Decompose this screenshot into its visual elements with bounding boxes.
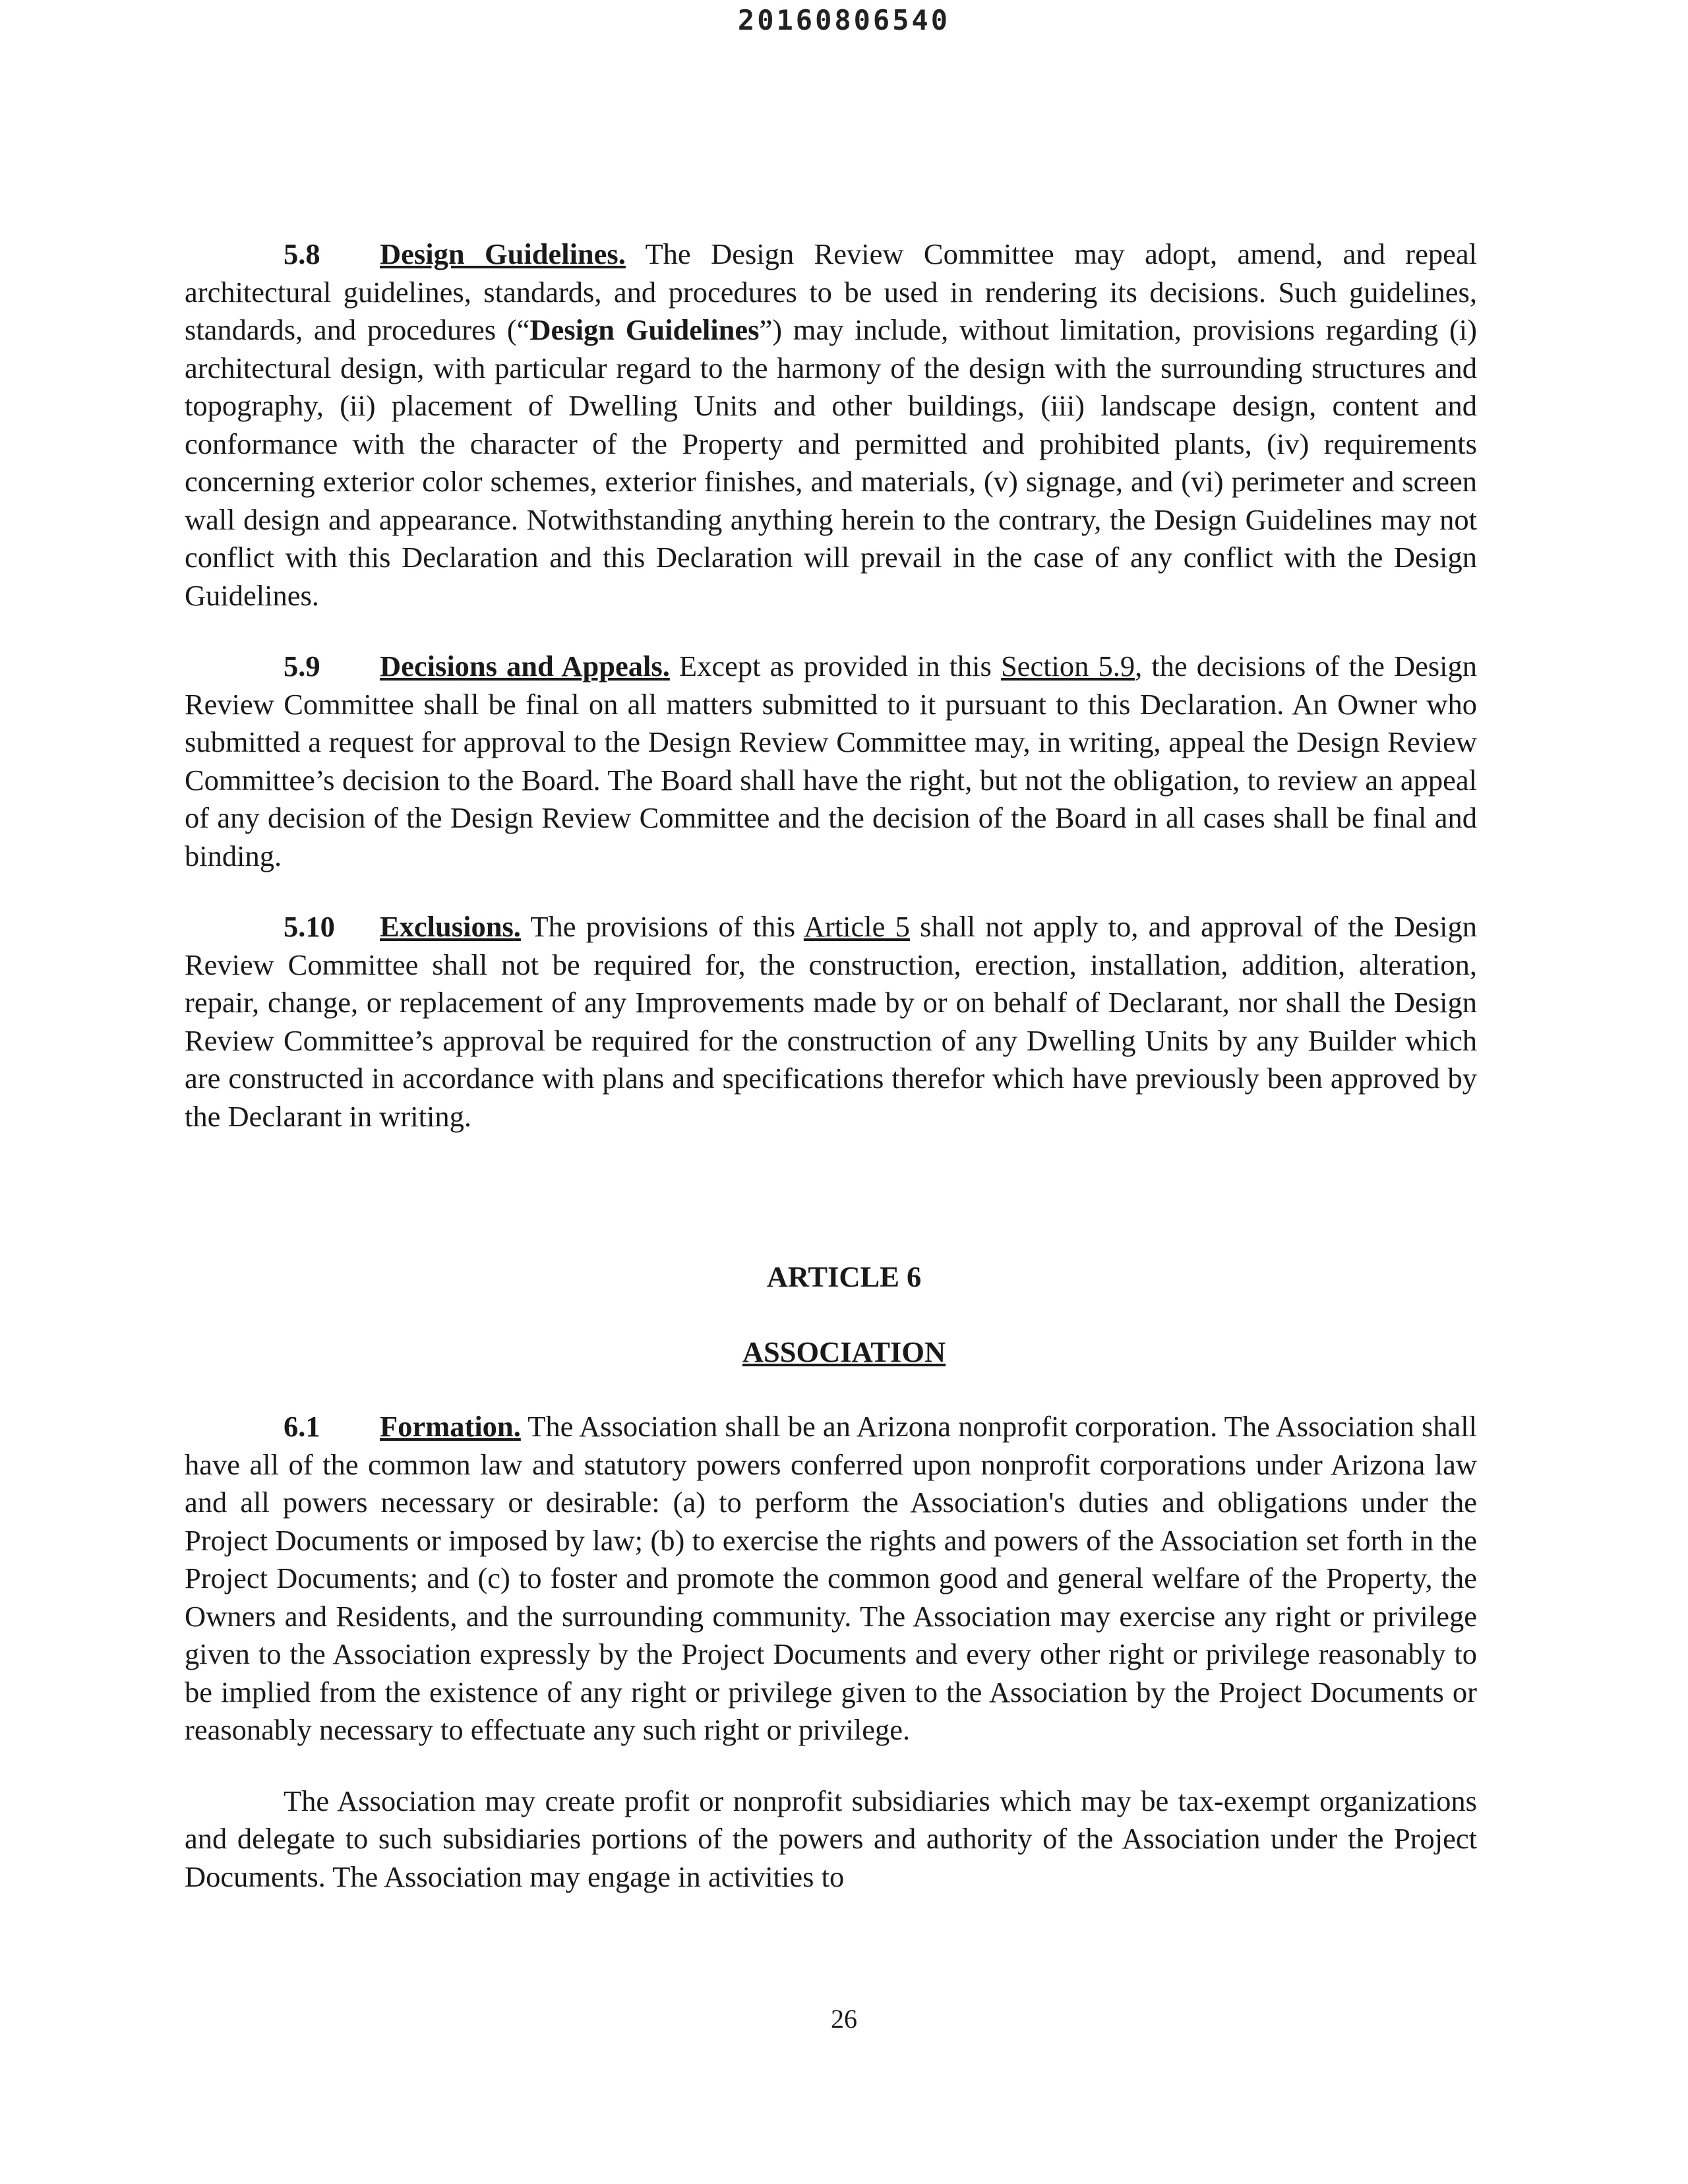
section-number: 5.10 <box>284 910 335 943</box>
document-number: 20160806540 <box>737 4 951 36</box>
section-5-8 <box>185 235 1477 615</box>
article-title: ASSOCIATION <box>742 1335 946 1368</box>
section-text: The Association shall be an Arizona nonprofit corporation. The Association shall have all of the common law and statutory powers conferred upon nonprofit corporations under Arizona law and all powers necessary or desirable: (a) to perform the Association's duties and obligations under the Project Documents or imposed by law; (b) to exercise the rights and powers of the Association set forth in the Project Documents; and (c) to foster and promote the common good and general welfare of the Property, the Owners and Residents, and the surrounding community. The Association may exercise any right or privilege given to the Association expressly by the Project Documents and every other right or privilege reasonably to be implied from the existence of any right or privilege given to the Association by the Project Documents or reasonably necessary to effectuate any such right or privilege. <box>185 1410 1477 1746</box>
section-number: 6.1 <box>284 1410 320 1443</box>
article-6-body <box>185 1408 1477 1929</box>
section-5-10 <box>185 908 1477 1136</box>
section-title: Decisions and Appeals. <box>380 650 670 682</box>
section-number: 5.9 <box>284 650 320 682</box>
section-text: ”) may include, without limitation, provisions regarding (i) architectural design, with particular regard to the harmony of the design with the surrounding structures and topography, (ii) placement of Dwelling Units and other buildings, (iii) landscape design, content and conformance with the character of the Property and permitted and prohibited plants, (iv) requirements concerning exterior color schemes, exterior finishes, and materials, (v) signage, and (vi) perimeter and screen wall design and appearance. Notwithstanding anything herein to the contrary, the Design Guidelines may not conflict with this Declaration and this Declaration will prevail in the case of any conflict with the Design Guidelines. <box>185 313 1477 612</box>
section-number: 5.8 <box>284 237 320 270</box>
section-title: Design Guidelines. <box>380 237 626 270</box>
section-title: Exclusions. <box>380 910 521 943</box>
section-text: , the decisions of the Design Review Committee shall be final on all matters submitted to it pursuant to this Declaration. An Owner who submitted a request for approval to the Design Review Committee may, in writing, appeal the Design Review Committee’s decision to the Board. The Board shall have the right, but not the obligation, to review an appeal of any decision of the Design Review Committee and the decision of the Board in all cases shall be final and binding. <box>185 650 1478 872</box>
article-cross-reference: Article 5 <box>803 910 910 943</box>
section-5-9 <box>185 648 1477 875</box>
section-cross-reference: Section 5.9 <box>1000 650 1135 682</box>
page-number: 26 <box>831 2004 857 2034</box>
section-6-1 <box>185 1408 1477 1749</box>
article-label: ARTICLE 6 <box>766 1260 922 1293</box>
section-text: shall not apply to, and approval of the Design Review Committee shall not be required for, the construction, erection, installation, addition, alteration, repair, change, or replacement of any Improvements made by or on behalf of Declarant, nor shall the Design Review Committee’s approval be required for the construction of any Dwelling Units by any Builder which are constructed in accordance with plans and specifications therefor which have previously been approved by the Declarant in writing. <box>185 910 1477 1133</box>
section-text: The Design Review Committee may adopt, amend, and repeal architectural guidelines, standards, and procedures to be used in rendering its decisions. Such guidelines, standards, and procedures (“ <box>185 237 1477 346</box>
section-title: Formation. <box>380 1410 521 1443</box>
section-text: Except as provided in this <box>669 650 1001 682</box>
section-text: The Association may create profit or nonprofit subsidiaries which may be tax-exempt organizations and delegate to such subsidiaries portions of the powers and authority of the Association under the Project Documents. The Association may engage in activities to <box>185 1784 1477 1893</box>
section-6-1-continued <box>185 1782 1477 1896</box>
defined-term: Design Guidelines <box>529 313 760 346</box>
article-5-body <box>185 235 1477 1168</box>
section-text: The provisions of this <box>520 910 804 943</box>
